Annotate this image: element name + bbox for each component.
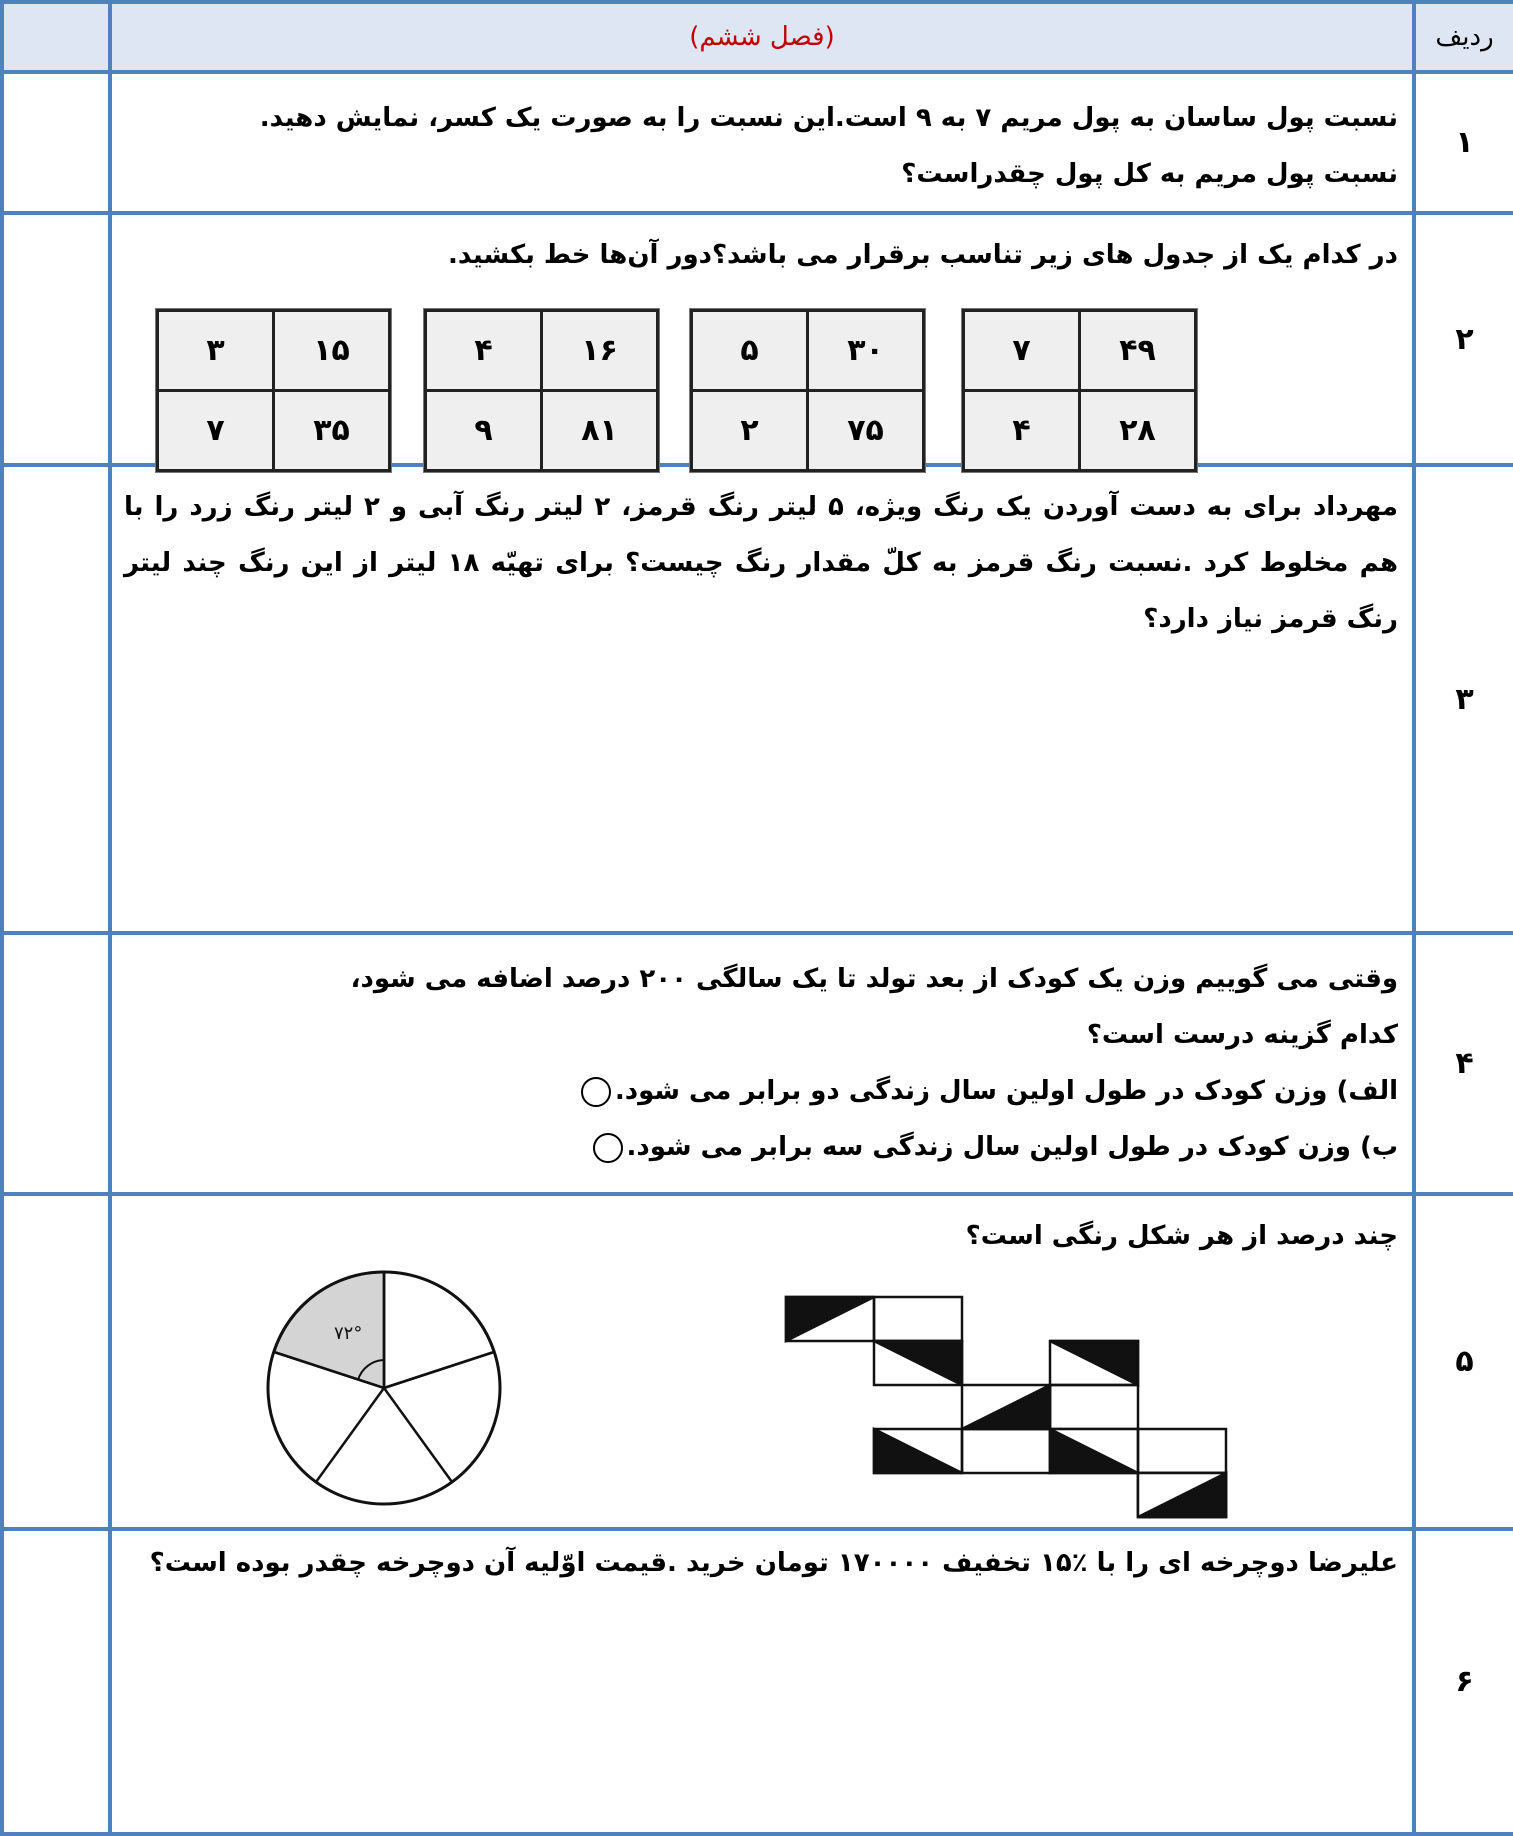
- staircase-tail: [1138, 1473, 1226, 1517]
- header-row: [2, 2, 1513, 72]
- question-body-6: [110, 1529, 1414, 1834]
- table-cell: ۸۱: [542, 391, 658, 471]
- question-number: ۵: [1414, 1194, 1513, 1529]
- question-row-2: [2, 213, 1513, 465]
- proportion-table-2: [690, 309, 925, 472]
- proportion-table-1: [962, 309, 1197, 472]
- question-number: ۶: [1414, 1529, 1513, 1834]
- option-a-text: الف) وزن کودک در طول اولین سال زندگی دو برابر می شود.: [614, 1076, 1398, 1106]
- question-text-line: نسبت پول ساسان به پول مریم ۷ به ۹ است.این نسبت را به صورت یک کسر، نمایش دهید.: [259, 103, 1398, 133]
- table-cell: ۷۵: [808, 391, 924, 471]
- question-number: ۱: [1414, 72, 1513, 213]
- question-text-line: چند درصد از هر شکل رنگی است؟: [965, 1221, 1398, 1251]
- question-row-1: [2, 72, 1513, 213]
- score-cell: [2, 72, 110, 213]
- option-b: [124, 1119, 1398, 1175]
- table-cell: ۴: [426, 311, 542, 391]
- score-cell: [2, 933, 110, 1194]
- question-row-3: [2, 465, 1513, 933]
- table-cell: ۳۰: [808, 311, 924, 391]
- question-body-3: [110, 465, 1414, 933]
- question-body-4: [110, 933, 1414, 1194]
- table-cell: ۹: [426, 391, 542, 471]
- table-cell: ۳۵: [274, 391, 390, 471]
- question-number: ۴: [1414, 933, 1513, 1194]
- question-body-2: [110, 213, 1414, 465]
- proportion-table-3: [424, 309, 659, 472]
- option-b-radio[interactable]: [593, 1133, 623, 1163]
- question-body-1: [110, 72, 1414, 213]
- shapes-figure: [112, 1254, 1402, 1524]
- chapter-title: (فصل ششم): [110, 2, 1414, 72]
- table-cell: ۲: [692, 391, 808, 471]
- question-text-line: وقتی می گوییم وزن یک کودک از بعد تولد تا یک سالگی ۲۰۰ درصد اضافه می شود،: [350, 964, 1398, 994]
- question-number: ۳: [1414, 465, 1513, 933]
- table-cell: ۴: [964, 391, 1080, 471]
- table-cell: ۲۸: [1080, 391, 1196, 471]
- table-cell: ۳: [158, 311, 274, 391]
- option-a: [124, 1063, 1398, 1119]
- question-text-line: کدام گزینه درست است؟: [1086, 1020, 1398, 1050]
- option-a-radio[interactable]: [581, 1077, 611, 1107]
- score-cell: [2, 1194, 110, 1529]
- table-cell: ۱۶: [542, 311, 658, 391]
- question-text: مهرداد برای به دست آوردن یک رنگ ویژه، ۵ لیتر رنگ قرمز، ۲ لیتر رنگ آبی و ۲ لیتر رنگ زرد را با هم مخلوط کرد .نسبت رنگ قرمز به کلّ مقدار رنگ چیست؟ برای تهیّه ۱۸ لیتر از این رنگ چند لیتر رنگ قرمز نیاز دارد؟: [124, 492, 1399, 634]
- table-cell: ۴۹: [1080, 311, 1196, 391]
- question-text-line: در کدام یک از جدول های زیر تناسب برقرار می باشد؟دور آن‌ها خط بکشید.: [448, 240, 1398, 270]
- question-row-6: [2, 1529, 1513, 1834]
- score-cell: [2, 213, 110, 465]
- proportion-table-4: [156, 309, 391, 472]
- score-cell: [2, 1529, 110, 1834]
- table-cell: ۱۵: [274, 311, 390, 391]
- question-text-line: علیرضا دوچرخه ای را با ٪۱۵ تخفیف ۱۷۰۰۰۰ تومان خرید .قیمت اوّلیه آن دوچرخه چقدر بوده است؟: [149, 1548, 1398, 1578]
- question-number: ۲: [1414, 213, 1513, 465]
- score-header-cell: [2, 2, 110, 72]
- table-cell: ۵: [692, 311, 808, 391]
- angle-label: ۷۲°: [334, 1323, 363, 1344]
- option-b-text: ب) وزن کودک در طول اولین سال زندگی سه برابر می شود.: [626, 1132, 1398, 1162]
- question-row-5: [2, 1194, 1513, 1529]
- table-cell: ۷: [158, 391, 274, 471]
- table-cell: ۷: [964, 311, 1080, 391]
- proportion-tables: [124, 283, 1398, 453]
- score-cell: [2, 465, 110, 933]
- question-row-4: [2, 933, 1513, 1194]
- question-text-line: نسبت پول مریم به کل پول چقدراست؟: [901, 159, 1398, 189]
- row-label-header: ردیف: [1414, 2, 1513, 72]
- pie-circle: [268, 1272, 500, 1504]
- question-body-5: [110, 1194, 1414, 1529]
